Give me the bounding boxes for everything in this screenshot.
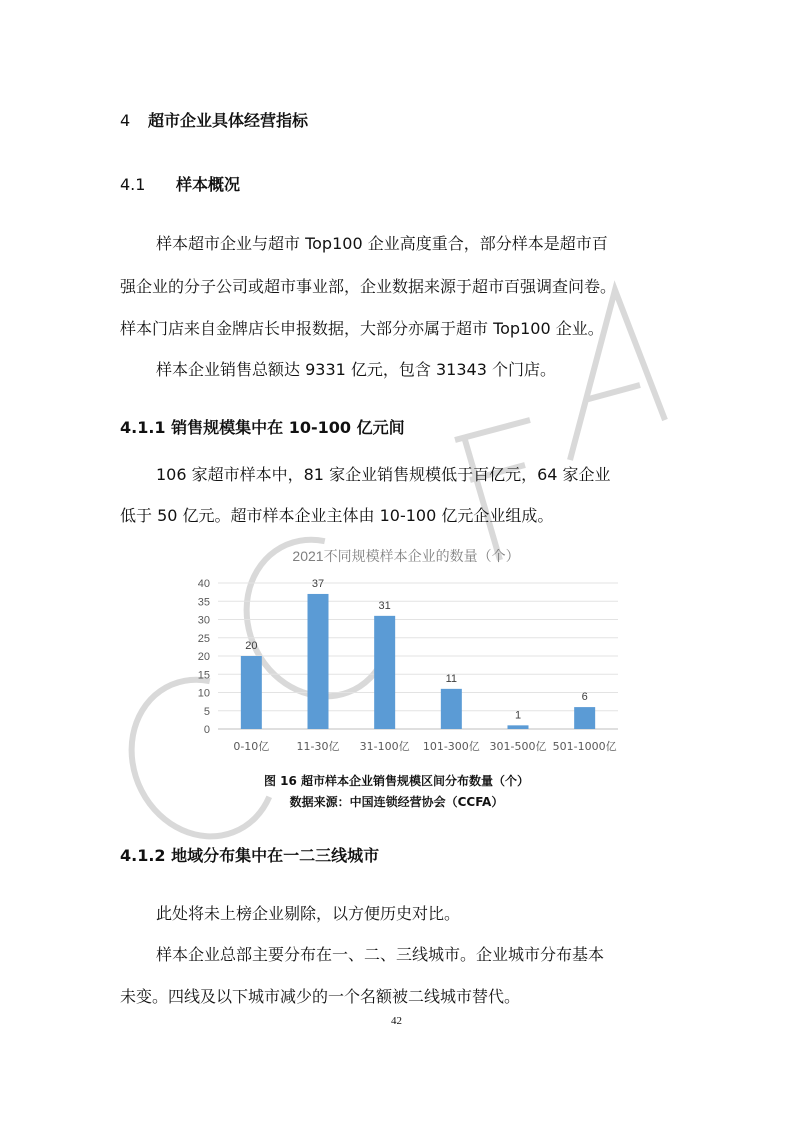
bar (308, 594, 329, 729)
bar (374, 616, 395, 729)
x-tick-label: 31-100亿 (359, 740, 410, 753)
y-tick-label: 20 (197, 651, 210, 663)
subsection-title: 样本概况 (176, 175, 241, 194)
data-label: 6 (581, 691, 588, 704)
x-tick-label: 11-30亿 (296, 740, 340, 753)
figure-source: 数据来源：中国连锁经营协会（CCFA） (289, 795, 504, 809)
x-tick-label: 101-300亿 (422, 740, 480, 753)
y-tick-label: 30 (197, 614, 210, 627)
paragraph-line: 强企业的分子公司或超市事业部，企业数据来源于超市百强调查问卷。 (120, 277, 617, 296)
paragraph-line: 样本企业总部主要分布在一、二、三线城市。企业城市分布基本 (156, 945, 605, 964)
x-tick-label: 501-1000亿 (552, 740, 617, 753)
bar (574, 707, 595, 729)
y-tick-label: 5 (203, 705, 210, 718)
section-number: 4 (120, 111, 131, 130)
y-tick-label: 10 (197, 687, 210, 700)
bar (241, 656, 262, 729)
chart-title: 2021不同规模样本企业的数量（个） (292, 548, 520, 564)
subsection-number: 4.1 (120, 175, 146, 194)
data-label: 11 (445, 672, 458, 685)
subsubsection-heading: 4.1.2 地域分布集中在一二三线城市 (120, 846, 380, 865)
paragraph-line: 此处将未上榜企业剔除，以方便历史对比。 (156, 904, 461, 923)
data-label: 20 (245, 640, 258, 652)
data-label: 31 (378, 599, 391, 612)
paragraph-line: 样本超市企业与超市 Top100 企业高度重合，部分样本是超市百 (156, 234, 608, 253)
data-label: 37 (311, 577, 325, 590)
bar (441, 689, 462, 729)
y-tick-label: 40 (197, 578, 210, 590)
bar-chart-svg (186, 540, 626, 762)
subsubsection-heading: 4.1.1 销售规模集中在 10-100 亿元间 (120, 418, 405, 437)
subsection-heading (120, 172, 240, 195)
page-number: 42 (391, 1015, 402, 1027)
y-tick-label: 0 (203, 724, 210, 736)
data-label: 1 (514, 709, 522, 722)
section-heading (120, 108, 308, 131)
figure-caption: 图 16 超市样本企业销售规模区间分布数量（个） (263, 774, 530, 788)
paragraph-line: 样本企业销售总额达 9331 亿元，包含 31343 个门店。 (156, 360, 556, 379)
x-tick-label: 301-500亿 (489, 740, 547, 753)
paragraph-line: 样本门店来自金牌店长申报数据，大部分亦属于超市 Top100 企业。 (120, 319, 604, 338)
paragraph-line: 低于 50 亿元。超市样本企业主体由 10-100 亿元企业组成。 (120, 506, 554, 525)
section-title: 超市企业具体经营指标 (148, 111, 309, 130)
y-tick-label: 35 (197, 596, 210, 609)
paragraph-line: 106 家超市样本中，81 家企业销售规模低于百亿元，64 家企业 (156, 465, 611, 484)
x-tick-label: 0-10亿 (233, 740, 270, 753)
paragraph-line: 未变。四线及以下城市减少的一个名额被二线城市替代。 (120, 987, 521, 1006)
bar-chart (186, 540, 626, 762)
y-tick-label: 25 (197, 632, 210, 645)
bar (508, 725, 529, 729)
y-tick-label: 15 (197, 669, 210, 682)
